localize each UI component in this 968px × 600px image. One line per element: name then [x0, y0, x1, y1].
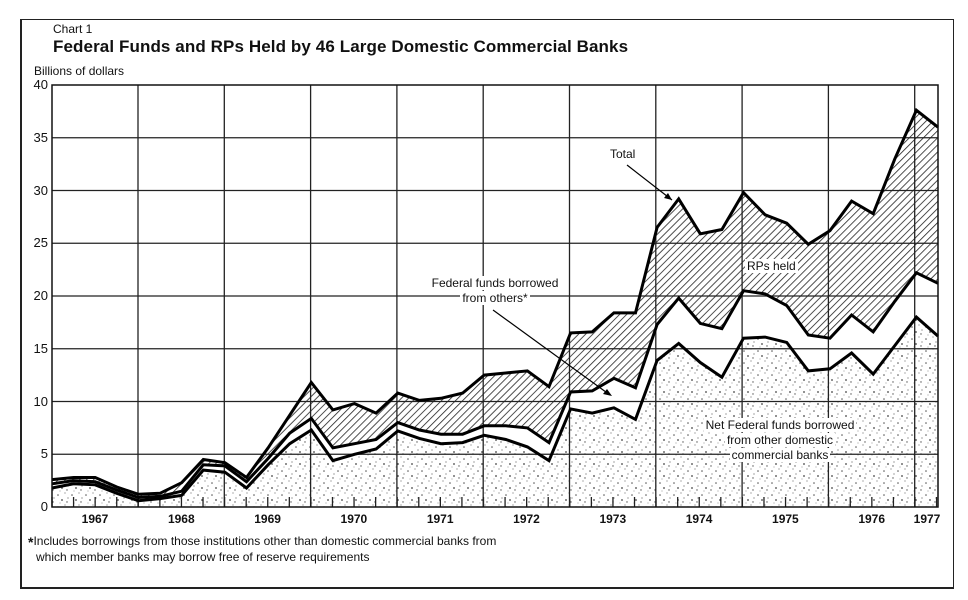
y-tick-label: 20 — [33, 288, 48, 303]
x-tick-label: 1972 — [513, 512, 540, 526]
y-tick-label: 0 — [40, 499, 48, 514]
y-tick-label: 40 — [33, 77, 48, 92]
annotation-rps-held: RPs held — [747, 259, 796, 273]
y-tick-label: 25 — [33, 235, 48, 251]
y-tick-label: 35 — [33, 129, 48, 145]
x-tick-label: 1970 — [340, 512, 368, 526]
annotation-total: Total — [610, 147, 636, 161]
y-tick-label: 15 — [33, 340, 48, 356]
footnote-line-2: which member banks may borrow free of reserve requirements — [36, 550, 370, 564]
footnote-star: * — [28, 534, 34, 550]
chart-title: Federal Funds and RPs Held by 46 Large Domestic Commercial Banks — [53, 37, 629, 56]
x-tick-label: 1974 — [685, 512, 713, 526]
y-tick-label: 30 — [33, 182, 48, 198]
x-tick-label: 1971 — [426, 512, 454, 526]
x-tick-label: 1975 — [772, 512, 799, 526]
x-tick-label: 1977 — [913, 512, 941, 526]
x-tick-label: 1967 — [81, 512, 109, 526]
x-tick-label: 1969 — [254, 512, 281, 526]
x-tick-label: 1976 — [858, 512, 886, 526]
annotation-net-ff: Net Federal funds borrowed from other domestic commercial banks — [705, 418, 855, 462]
x-tick-label: 1973 — [599, 512, 627, 526]
y-axis-unit-label: Billions of dollars — [34, 64, 125, 78]
x-tick-label: 1968 — [167, 512, 195, 526]
footnote — [28, 534, 496, 565]
footnote-line-1: Includes borrowings from those institutions other than domestic commercial banks from — [33, 534, 497, 548]
arrow-total — [627, 165, 672, 200]
y-tick-label: 10 — [33, 393, 48, 409]
chart-number-label: Chart 1 — [53, 22, 93, 36]
y-tick-label: 5 — [40, 446, 48, 462]
annotation-ff-borrowed: Federal funds borrowed from others* — [431, 276, 559, 305]
